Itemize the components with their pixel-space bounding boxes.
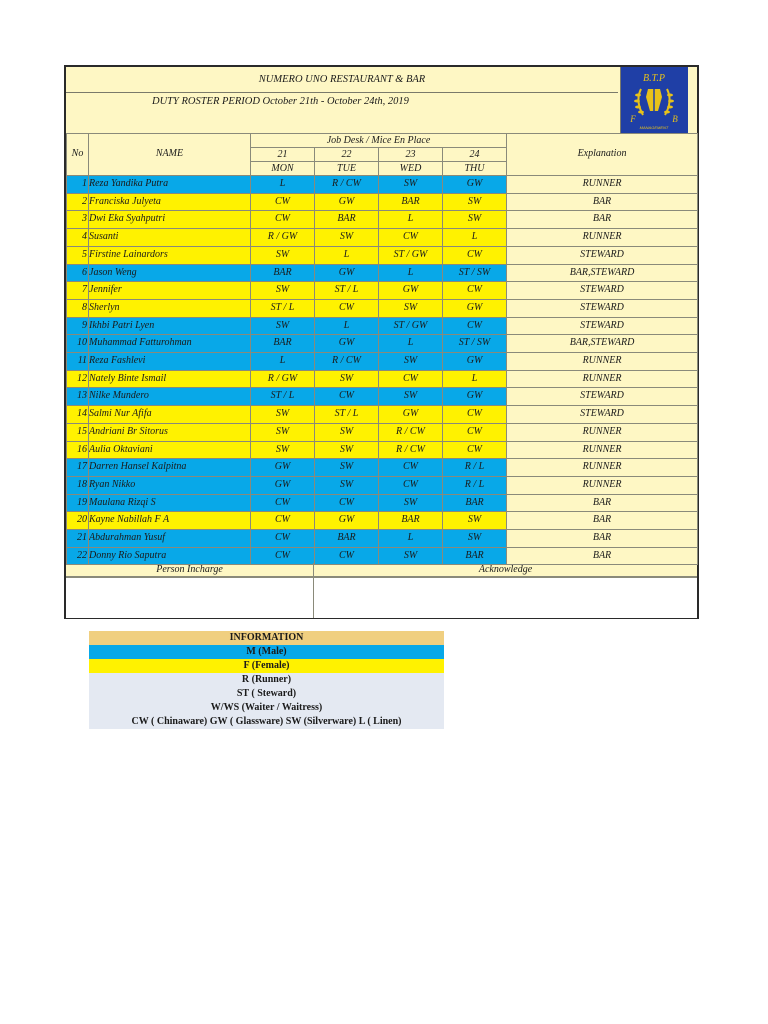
- duty-wed: CW: [379, 370, 443, 388]
- explanation-cell: BAR: [507, 211, 698, 229]
- staff-name: Jennifer: [89, 282, 251, 300]
- staff-name: Aulia Oktaviani: [89, 441, 251, 459]
- explanation-cell: RUNNER: [507, 370, 698, 388]
- duty-tue: SW: [315, 370, 379, 388]
- duty-thu: R / L: [443, 459, 507, 477]
- duty-tue: ST / L: [315, 406, 379, 424]
- duty-thu: BAR: [443, 494, 507, 512]
- staff-name: Dwi Eka Syahputri: [89, 211, 251, 229]
- row-number: 15: [67, 423, 89, 441]
- staff-name: Abdurahman Yusuf: [89, 530, 251, 548]
- row-number: 12: [67, 370, 89, 388]
- duty-mon: CW: [251, 193, 315, 211]
- explanation-cell: BAR: [507, 547, 698, 565]
- row-number: 6: [67, 264, 89, 282]
- explanation-cell: STEWARD: [507, 406, 698, 424]
- duty-wed: R / CW: [379, 441, 443, 459]
- row-number: 1: [67, 176, 89, 194]
- duty-wed: ST / GW: [379, 317, 443, 335]
- duty-mon: SW: [251, 441, 315, 459]
- duty-mon: CW: [251, 547, 315, 565]
- staff-name: Salmi Nur Afifa: [89, 406, 251, 424]
- roster-row: [67, 246, 698, 264]
- duty-wed: BAR: [379, 193, 443, 211]
- roster-row: [67, 441, 698, 459]
- duty-wed: CW: [379, 229, 443, 247]
- duty-mon: SW: [251, 406, 315, 424]
- duty-mon: CW: [251, 512, 315, 530]
- duty-thu: GW: [443, 299, 507, 317]
- roster-row: [67, 459, 698, 477]
- duty-mon: ST / L: [251, 299, 315, 317]
- duty-thu: SW: [443, 530, 507, 548]
- duty-wed: SW: [379, 353, 443, 371]
- duty-mon: GW: [251, 476, 315, 494]
- duty-tue: L: [315, 317, 379, 335]
- duty-tue: SW: [315, 459, 379, 477]
- staff-name: Andriani Br Sitorus: [89, 423, 251, 441]
- duty-mon: R / GW: [251, 370, 315, 388]
- explanation-cell: RUNNER: [507, 229, 698, 247]
- row-number: 2: [67, 193, 89, 211]
- duty-wed: CW: [379, 459, 443, 477]
- laurel-logo-icon: [621, 67, 687, 133]
- duty-tue: CW: [315, 494, 379, 512]
- roster-row: [67, 335, 698, 353]
- information-legend: [89, 631, 444, 729]
- duty-wed: GW: [379, 282, 443, 300]
- row-number: 13: [67, 388, 89, 406]
- duty-mon: CW: [251, 211, 315, 229]
- roster-row: [67, 176, 698, 194]
- explanation-cell: STEWARD: [507, 388, 698, 406]
- duty-thu: ST / SW: [443, 264, 507, 282]
- duty-thu: L: [443, 229, 507, 247]
- roster-row: [67, 282, 698, 300]
- duty-tue: R / CW: [315, 176, 379, 194]
- staff-name: Reza Yandika Putra: [89, 176, 251, 194]
- row-number: 21: [67, 530, 89, 548]
- header-date: 23: [379, 148, 443, 162]
- duty-wed: SW: [379, 494, 443, 512]
- header-explanation: Explanation: [507, 134, 698, 176]
- explanation-cell: BAR: [507, 193, 698, 211]
- duty-tue: GW: [315, 264, 379, 282]
- staff-name: Donny Rio Saputra: [89, 547, 251, 565]
- explanation-cell: RUNNER: [507, 353, 698, 371]
- header-name: NAME: [89, 134, 251, 176]
- staff-name: Darren Hansel Kalpitna: [89, 459, 251, 477]
- row-number: 10: [67, 335, 89, 353]
- row-number: 18: [67, 476, 89, 494]
- roster-row: [67, 512, 698, 530]
- duty-tue: BAR: [315, 530, 379, 548]
- row-number: 9: [67, 317, 89, 335]
- duty-tue: SW: [315, 441, 379, 459]
- duty-tue: CW: [315, 299, 379, 317]
- duty-mon: L: [251, 353, 315, 371]
- roster-row: [67, 370, 698, 388]
- roster-row: [67, 476, 698, 494]
- duty-mon: BAR: [251, 335, 315, 353]
- duty-mon: R / GW: [251, 229, 315, 247]
- staff-name: Muhammad Fatturohman: [89, 335, 251, 353]
- legend-steward: ST ( Steward): [89, 687, 444, 701]
- duty-thu: CW: [443, 423, 507, 441]
- roster-row: [67, 388, 698, 406]
- duty-wed: SW: [379, 299, 443, 317]
- explanation-cell: STEWARD: [507, 299, 698, 317]
- header-day: MON: [251, 162, 315, 176]
- staff-name: Firstine Lainardors: [89, 246, 251, 264]
- duty-tue: CW: [315, 388, 379, 406]
- duty-thu: BAR: [443, 547, 507, 565]
- explanation-cell: BAR: [507, 512, 698, 530]
- staff-name: Ikhbi Patri Lyen: [89, 317, 251, 335]
- acknowledge-signature-box: [314, 577, 697, 618]
- restaurant-title: NUMERO UNO RESTAURANT & BAR: [66, 67, 618, 93]
- duty-thu: L: [443, 370, 507, 388]
- roster-row: [67, 229, 698, 247]
- roster-row: [67, 494, 698, 512]
- staff-name: Franciska Julyeta: [89, 193, 251, 211]
- duty-roster-sheet: [64, 65, 699, 619]
- duty-thu: R / L: [443, 476, 507, 494]
- row-number: 4: [67, 229, 89, 247]
- duty-thu: SW: [443, 211, 507, 229]
- duty-thu: GW: [443, 176, 507, 194]
- staff-name: Ryan Nikko: [89, 476, 251, 494]
- explanation-cell: RUNNER: [507, 476, 698, 494]
- duty-thu: CW: [443, 282, 507, 300]
- header-job-desk: Job Desk / Mice En Place: [251, 134, 507, 148]
- roster-row: [67, 299, 698, 317]
- roster-row: [67, 317, 698, 335]
- header-date: 21: [251, 148, 315, 162]
- header-no: No: [67, 134, 89, 176]
- roster-row: [67, 193, 698, 211]
- header-date: 24: [443, 148, 507, 162]
- staff-name: Maulana Rizqi S: [89, 494, 251, 512]
- logo-text-left: F: [630, 114, 636, 124]
- explanation-cell: BAR: [507, 494, 698, 512]
- logo-text-bottom: MANAGEMENT: [639, 125, 669, 130]
- row-number: 20: [67, 512, 89, 530]
- roster-row: [67, 530, 698, 548]
- row-number: 7: [67, 282, 89, 300]
- legend-runner: R (Runner): [89, 673, 444, 687]
- staff-name: Susanti: [89, 229, 251, 247]
- duty-thu: GW: [443, 388, 507, 406]
- explanation-cell: RUNNER: [507, 176, 698, 194]
- duty-tue: SW: [315, 423, 379, 441]
- duty-wed: L: [379, 530, 443, 548]
- roster-period: DUTY ROSTER PERIOD October 21th - October 24th, 2019: [152, 96, 409, 107]
- duty-wed: L: [379, 211, 443, 229]
- duty-wed: R / CW: [379, 423, 443, 441]
- legend-female: F (Female): [89, 659, 444, 673]
- duty-thu: SW: [443, 512, 507, 530]
- row-number: 8: [67, 299, 89, 317]
- staff-name: Nately Binte Ismail: [89, 370, 251, 388]
- explanation-cell: BAR,STEWARD: [507, 335, 698, 353]
- explanation-cell: BAR,STEWARD: [507, 264, 698, 282]
- duty-wed: BAR: [379, 512, 443, 530]
- duty-thu: CW: [443, 441, 507, 459]
- duty-thu: CW: [443, 246, 507, 264]
- duty-mon: SW: [251, 317, 315, 335]
- duty-mon: CW: [251, 494, 315, 512]
- explanation-cell: STEWARD: [507, 282, 698, 300]
- btp-management-logo: [620, 67, 688, 133]
- row-number: 22: [67, 547, 89, 565]
- duty-tue: SW: [315, 476, 379, 494]
- duty-tue: ST / L: [315, 282, 379, 300]
- row-number: 17: [67, 459, 89, 477]
- duty-tue: BAR: [315, 211, 379, 229]
- legend-male: M (Male): [89, 645, 444, 659]
- row-number: 14: [67, 406, 89, 424]
- duty-thu: CW: [443, 317, 507, 335]
- duty-wed: SW: [379, 176, 443, 194]
- explanation-cell: STEWARD: [507, 246, 698, 264]
- signature-header: [66, 563, 697, 577]
- duty-mon: SW: [251, 282, 315, 300]
- header-day: THU: [443, 162, 507, 176]
- duty-tue: R / CW: [315, 353, 379, 371]
- row-number: 19: [67, 494, 89, 512]
- staff-name: Nilke Mundero: [89, 388, 251, 406]
- duty-mon: BAR: [251, 264, 315, 282]
- staff-name: Jason Weng: [89, 264, 251, 282]
- duty-tue: L: [315, 246, 379, 264]
- header-date: 22: [315, 148, 379, 162]
- explanation-cell: RUNNER: [507, 441, 698, 459]
- person-incharge-label: Person Incharge: [66, 563, 314, 577]
- duty-mon: ST / L: [251, 388, 315, 406]
- roster-period-row: [66, 93, 618, 133]
- explanation-cell: BAR: [507, 530, 698, 548]
- row-number: 5: [67, 246, 89, 264]
- staff-name: Kayne Nabillah F A: [89, 512, 251, 530]
- duty-mon: GW: [251, 459, 315, 477]
- duty-mon: L: [251, 176, 315, 194]
- roster-row: [67, 211, 698, 229]
- explanation-cell: RUNNER: [507, 459, 698, 477]
- header-day: TUE: [315, 162, 379, 176]
- row-number: 16: [67, 441, 89, 459]
- duty-thu: GW: [443, 353, 507, 371]
- roster-body: [67, 176, 698, 565]
- duty-thu: CW: [443, 406, 507, 424]
- logo-text-top: B.T.P: [642, 73, 666, 84]
- acknowledge-label: Acknowledge: [314, 563, 697, 577]
- roster-row: [67, 406, 698, 424]
- explanation-cell: RUNNER: [507, 423, 698, 441]
- duty-mon: CW: [251, 530, 315, 548]
- duty-wed: SW: [379, 388, 443, 406]
- row-number: 3: [67, 211, 89, 229]
- duty-mon: SW: [251, 423, 315, 441]
- roster-row: [67, 423, 698, 441]
- person-incharge-signature-box: [66, 577, 314, 618]
- duty-tue: CW: [315, 547, 379, 565]
- explanation-cell: STEWARD: [507, 317, 698, 335]
- duty-tue: GW: [315, 193, 379, 211]
- duty-tue: GW: [315, 335, 379, 353]
- duty-thu: SW: [443, 193, 507, 211]
- duty-wed: L: [379, 335, 443, 353]
- duty-tue: GW: [315, 512, 379, 530]
- legend-waiter: W/WS (Waiter / Waitress): [89, 701, 444, 715]
- duty-wed: ST / GW: [379, 246, 443, 264]
- duty-mon: SW: [251, 246, 315, 264]
- duty-wed: SW: [379, 547, 443, 565]
- logo-text-right: B: [672, 114, 678, 124]
- header-day: WED: [379, 162, 443, 176]
- legend-codes: CW ( Chinaware) GW ( Glassware) SW (Silverware) L ( Linen): [89, 715, 444, 729]
- row-number: 11: [67, 353, 89, 371]
- duty-wed: CW: [379, 476, 443, 494]
- duty-thu: ST / SW: [443, 335, 507, 353]
- staff-name: Reza Fashlevi: [89, 353, 251, 371]
- duty-wed: L: [379, 264, 443, 282]
- roster-table: [66, 133, 698, 565]
- duty-wed: GW: [379, 406, 443, 424]
- roster-row: [67, 353, 698, 371]
- staff-name: Sherlyn: [89, 299, 251, 317]
- duty-tue: SW: [315, 229, 379, 247]
- legend-title: INFORMATION: [89, 631, 444, 645]
- roster-row: [67, 264, 698, 282]
